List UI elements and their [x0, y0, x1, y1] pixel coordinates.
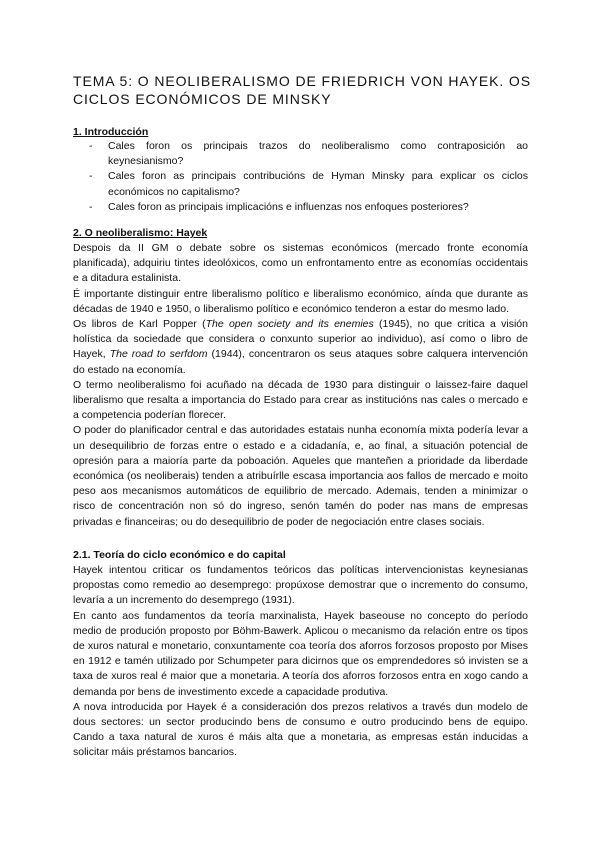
list-item: - Cales foron os principais trazos do neoliberalismo como contraposición ao keynesianismo?	[73, 139, 528, 169]
paragraph: O termo neoliberalismo foi acuñado na década de 1930 para distinguir o laissez-faire daquel liberalismo que resalta a importancia do Estado para crear as institucións nas cales o mercado e a competencia poderían florecer.	[73, 378, 528, 422]
book-title-popper: The open society and its enemies	[205, 318, 374, 331]
document-title: TEMA 5: O NEOLIBERALISMO DE FRIEDRICH VON HAYEK. OS CICLOS ECONÓMICOS DE MINSKY	[73, 73, 531, 107]
paragraph: A nova introducida por Hayek é a consideración dos prezos relativos a través dun modelo de dous sectores: un sector producindo bens de consumo e outro producindo bens de equipo. Cando a taxa natural de xuros é máis alta que a monetaria, as empresas están inducidas a solicitar máis préstamos bancarios.	[73, 700, 528, 759]
paragraph: En canto aos fundamentos da teoría marxinalista, Hayek baseouse no concepto do período medio de produción proposto por Böhm-Bawerk. Aplicou o mecanismo da relación entre os tipos de xuros natural e monetario, conxuntamente coa teoría dos aforros forzosos proposto por Mises en 1912 e tamén utilizado por Schumpeter para dicirnos que os emprendedores só invisten se a taxa de xuros real é maior que a monetaria. A teoría dos aforros forzosos entra en xogo cando a demanda por bens de investimento excede a capacidade produtiva.	[73, 609, 528, 698]
section-heading-introduction: 1. Introducción	[73, 126, 149, 138]
list-item: - Cales foron as principais contribucións de Hyman Minsky para explicar os ciclos económicos no capitalismo?	[73, 169, 528, 199]
book-title-hayek: The road to serfdom	[109, 348, 208, 361]
paragraph: É importante distinguir entre liberalismo político e liberalismo económico, aínda que durante as décadas de 1940 e 1950, o liberalismo político e económico tenderon a estar do mesmo lado.	[73, 287, 528, 315]
paragraph: Hayek intentou criticar os fundamentos teóricos das políticas intervencionistas keynesianas propostas como remedio ao desemprego: propúxose demostrar que o incremento do consumo, levaría a un incremento do desemprego (1931).	[73, 564, 528, 607]
paragraph-text: Os libros de Karl Popper (	[73, 318, 206, 331]
section-heading-neoliberalism: 2. O neoliberalismo: Hayek	[73, 227, 208, 239]
subsection-body-business-cycle	[73, 563, 528, 761]
paragraph-text: (1944), concentraron os seus ataques sobre calquera intervención do estado na economía.	[73, 348, 528, 376]
section-body-neoliberalism	[73, 241, 528, 530]
paragraph: Despois da II GM o debate sobre os sistemas económicos (mercado fronte economía planificada), adquiriu tintes ideolóxicos, como un enfrontamento entre as economías occidentais e a ditadura estalinista.	[73, 242, 528, 285]
paragraph	[73, 317, 528, 378]
paragraph: O poder do planificador central e das autoridades estatais nunha economía mixta podería levar a un desequilibrio de forzas entre o estado e a cidadanía, e, ao final, a situación potencial de opresión para a maioría parte da poboación. Aqueles que manteñen a prioridade da liberdade económica (os neoliberais) tenden a atribuírlle escasa importancia aos fallos de mercado e moito peso aos mecanismos automáticos de equilibrio de mercado. Ademais, tenden a minimizar o risco de concentración non só do ingreso, senón tamén do poder nas mans de empresas privadas e financeiras; ou do desequilibrio de poder de negociación entre clases sociais.	[73, 424, 528, 528]
list-item: - Cales foron as principais implicacións e influenzas nos enfoques posteriores?	[73, 200, 528, 215]
introduction-questions-list	[73, 139, 528, 215]
subsection-heading-business-cycle: 2.1. Teoría do ciclo económico e do capital	[73, 549, 286, 561]
paragraph-text: (1945), no que critica a visión holística da sociedade que considera o conxunto superior ao individuo), así como o libro de Hayek,	[73, 318, 528, 361]
